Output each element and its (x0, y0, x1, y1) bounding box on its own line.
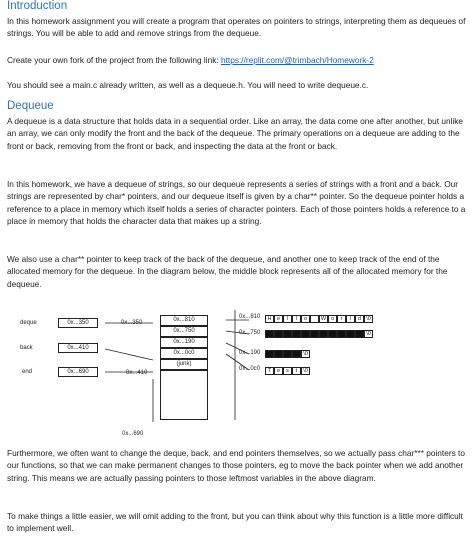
char-cell: l (292, 315, 301, 323)
char-cell: H (265, 315, 274, 323)
string-addr-2: 0x...190 (239, 350, 261, 356)
char-cell (346, 330, 355, 338)
char-cell (265, 330, 274, 338)
char-cell (355, 330, 364, 338)
char-cell (319, 330, 328, 338)
char-cell: d (355, 315, 364, 323)
char-cell (274, 350, 283, 358)
slot-1: 0x...750 (160, 326, 208, 337)
char-cell: o (301, 315, 310, 323)
deque-label: deque (20, 320, 37, 326)
char-cell: e (274, 315, 283, 323)
intro-paragraph-3: You should see a main.c already written, as well as a dequeue.h. You will need to write dequeue.c. (7, 80, 369, 90)
char-cell: T (265, 367, 274, 375)
slot-3: 0x...0c0 (160, 348, 208, 359)
char-cell (337, 330, 346, 338)
slot-2: 0x...190 (160, 337, 208, 348)
char-cell: r (337, 315, 346, 323)
char-cell (310, 315, 319, 323)
end-var-box: 0x...690 (58, 367, 98, 377)
char-cell: l (283, 315, 292, 323)
char-cell: l (346, 315, 355, 323)
unused-memory-block (160, 370, 208, 420)
intro-paragraph-1: In this homework assignment you will create a program that operates on pointers to strings, interpreting them as dequeues of strings. You will be able to add and remove strings from the dequeue. (7, 16, 466, 39)
addr-350-label: 0x...350 (121, 320, 143, 326)
dequeue-paragraph-4: Furthermore, we often want to change the deque, back, and end pointers themselves, so we actually pass char*** pointers to our functions, so that we can make permanent changes to those pointers, eg to move the back pointer when we add another string. This means we are actually passing pointers to those leftmost variables in the above diagram. (7, 448, 465, 483)
deque-var-box: 0x...350 (58, 318, 98, 328)
dequeue-heading: Dequeue (7, 100, 54, 112)
intro-heading: Introduction (7, 0, 68, 12)
char-cell (265, 350, 274, 358)
char-cell: t (292, 367, 301, 375)
addr-410-label: 0x...410 (126, 370, 148, 376)
char-cell: \0 (364, 330, 373, 338)
fork-text: Create your own fork of the project from the following link: (7, 55, 221, 65)
string-addr-3: 0x...0c0 (239, 366, 261, 372)
char-cell: \0 (301, 350, 310, 358)
char-cell: o (328, 315, 337, 323)
dequeue-paragraph-1: A dequeue is a data structure that holds data in a sequential order. Like an array, the data come one after another, but unlike an array, we can only modify the front and the back of the dequeue. The primary operations on a dequeue are adding to the front or back, removing from the front or back, and inspecting the data at the front or back. (7, 116, 464, 151)
string-addr-0: 0x...810 (239, 314, 261, 320)
char-cell (328, 330, 337, 338)
char-cell: W (320, 316, 327, 322)
char-cell: s (283, 367, 292, 375)
char-cell (292, 350, 301, 358)
dequeue-paragraph-3: We also use a char** pointer to keep track of the back of the dequeue, and another one to keep track of the end of the allocated memory for the dequeue. In the diagram below, the middle block represents all of the allocated memory for the dequeue. (7, 254, 448, 289)
end-label: end (22, 369, 33, 375)
char-cell (301, 330, 310, 338)
replit-link[interactable]: https://replit.com/@trimbach/Homework-2 (220, 55, 374, 65)
char-cell (283, 350, 292, 358)
char-cell: e (274, 367, 283, 375)
addr-690-label: 0x...690 (122, 431, 144, 437)
dequeue-paragraph-5: To make things a little easier, we will omit adding to the front, but you can think about why this function is a little more difficult to implement well. (7, 511, 463, 534)
char-cell: \0 (301, 367, 310, 375)
intro-paragraph-2 (7, 54, 469, 66)
back-var-box: 0x...410 (58, 343, 98, 353)
char-cell (310, 330, 319, 338)
char-cell (292, 330, 301, 338)
memory-diagram (7, 310, 469, 442)
string-addr-1: 0x...750 (239, 330, 261, 336)
char-cell: \0 (364, 315, 373, 323)
dequeue-paragraph-2: In this homework, we have a dequeue of strings, so our dequeue represents a series of strings with a front and a back. Our strings are represented by char* pointers, and our dequeue itself is given by a char** pointer. So the dequeue pointer holds a reference to a place in memory which itself holds a series of character pointers. Each of those pointers holds a reference to a place in memory that holds the character data that makes up a string. (7, 179, 466, 227)
slot-4: (junk) (160, 359, 208, 370)
char-cell (283, 330, 292, 338)
char-cell (274, 330, 283, 338)
slot-0: 0x...810 (160, 315, 208, 326)
back-label: back (20, 345, 33, 351)
